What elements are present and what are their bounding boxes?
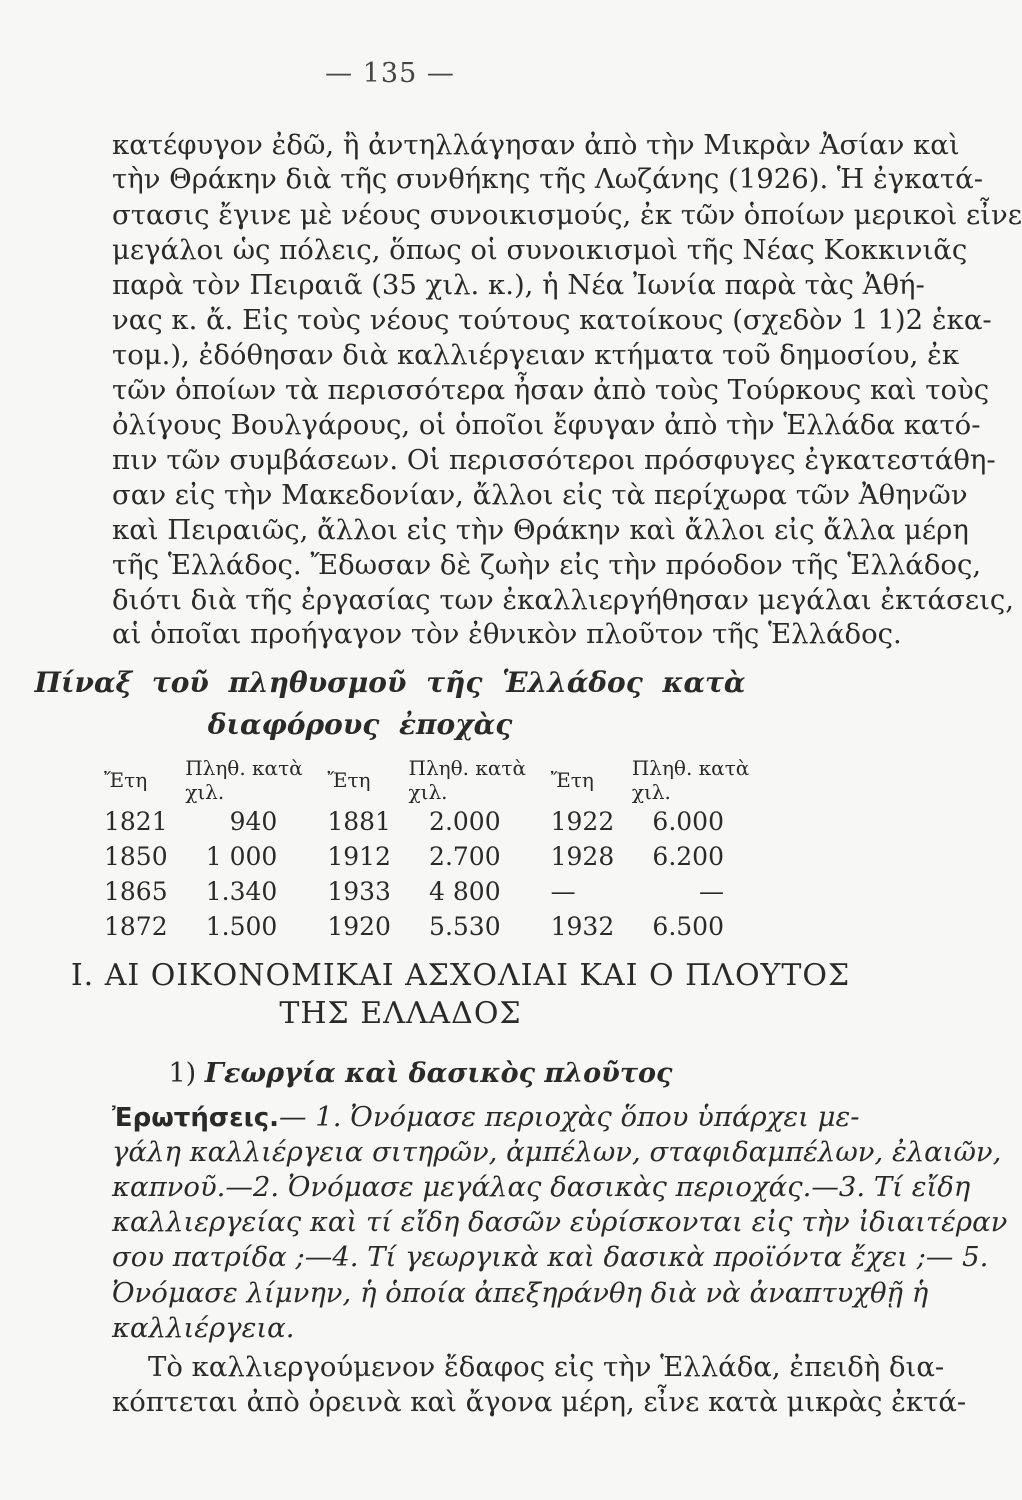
text-line: τῆς Ἑλλάδος. Ἔδωσαν δὲ ζωὴν εἰς τὴν πρόοδον τῆς Ἑλλάδος, — [112, 549, 982, 581]
section-heading-line2: ΤΗΣ ΕΛΛΑΔΟΣ — [279, 996, 522, 1031]
question-line: Ὀνόμασε λίμνην, ἡ ὁποία ἀπεξηράνθη διὰ νὰ ἀναπτυχθῇ ἡ — [112, 1277, 929, 1309]
text-line: Τὸ καλλιεργούμενον ἔδαφος εἰς τὴν Ἑλλάδα, ἐπειδὴ δια- — [148, 1351, 945, 1383]
question-text: — 1. Ὀνόμασε περιοχὰς ὅπου ὑπάρχει με- — [279, 1101, 860, 1133]
text-line: μεγάλοι ὡς πόλεις, ὅπως οἱ συνοικισμοὶ τῆς Νέας Κοκκινιᾶς — [112, 234, 968, 266]
text-line: κατέφυγον ἐδῶ, ἢ ἀντηλλάγησαν ἀπὸ τὴν Μικρὰν Ἀσίαν καὶ — [112, 129, 960, 161]
table-cell: 2.700 — [429, 842, 501, 871]
question-line: καπνοῦ.—2. Ὀνόμασε μεγάλας δασικὰς περιοχάς.—3. Τί εἴδη — [112, 1171, 971, 1203]
table-cell: 2.000 — [429, 807, 501, 836]
table-cell: — — [699, 877, 724, 906]
table-cell: 1920 — [327, 912, 391, 941]
table-cell: 1821 — [104, 807, 168, 836]
table-header-row — [104, 756, 774, 804]
text-line: διότι διὰ τῆς ἐργασίας των ἐκαλλιεργήθησαν μεγάλαι ἐκτάσεις, — [112, 584, 1015, 616]
table-cell: 1932 — [550, 912, 615, 941]
table-cell: 1922 — [550, 807, 615, 836]
column-header: Ἔτη — [104, 768, 148, 792]
table-cell: — — [550, 877, 576, 906]
section-heading: Ι. ΑΙ ΟΙΚΟΝΟΜΙΚΑΙ ΑΣΧΟΛΙΑΙ ΚΑΙ Ο ΠΛΟΥΤΟΣ — [70, 958, 851, 993]
text-line: ὀλίγους Βουλγάρους, οἱ ὁποῖοι ἔφυγαν ἀπὸ τὴν Ἑλλάδα κατό- — [112, 409, 981, 441]
page-number: — 135 — — [325, 58, 455, 89]
subsection-name: Γεωργία καὶ δασικὸς πλοῦτος — [204, 1058, 673, 1089]
table-cell: 1928 — [550, 842, 615, 871]
subsection-number: 1) — [168, 1058, 197, 1089]
text-line: τομ.), ἐδόθησαν διὰ καλλιέργειαν κτήματα τοῦ δημοσίου, ἐκ — [112, 339, 960, 371]
question-line: σου πατρίδα ;—4. Τί γεωργικὰ καὶ δασικὰ προϊόντα ἔχει ;— 5. — [112, 1241, 989, 1273]
table-cell: 6.500 — [652, 912, 724, 941]
column-header: Πληθ. κατὰ χιλ. — [185, 756, 303, 804]
question-line: γάλη καλλιέργεια σιτηρῶν, ἀμπέλων, σταφιδαμπέλων, ἐλαιῶν, — [112, 1136, 1002, 1168]
text-line: στασις ἔγινε μὲ νέους συνοικισμούς, ἐκ τῶν ὁποίων μερικοὶ εἶνε — [112, 199, 1022, 231]
table-row — [104, 909, 774, 944]
subsection-title — [0, 1058, 881, 1089]
text-line: καὶ Πειραιῶς, ἄλλοι εἰς τὴν Θράκην καὶ ἄλλοι εἰς ἄλλα μέρη — [112, 514, 969, 546]
table-cell: 6.200 — [652, 842, 724, 871]
table-cell: 1.500 — [205, 912, 278, 941]
table-cell: 1.340 — [205, 877, 278, 906]
table-cell: 1912 — [327, 842, 391, 871]
table-cell: 1881 — [327, 807, 391, 836]
text-line: πιν τῶν συμβάσεων. Οἱ περισσότεροι πρόσφυγες ἐγκατεστάθη- — [112, 444, 996, 476]
text-line: αἱ ὁποῖαι προήγαγον τὸν ἐθνικὸν πλοῦτον τῆς Ἑλλάδος. — [112, 618, 902, 650]
table-row — [104, 839, 774, 874]
column-header: Πληθ. κατὰ χιλ. — [631, 756, 750, 804]
question-line: καλλιεργείας καὶ τί εἴδη δασῶν εὑρίσκονται εἰς τὴν ἰδιαιτέραν — [112, 1206, 1008, 1238]
question-line: καλλιέργεια. — [112, 1312, 295, 1344]
table-cell: 1933 — [327, 877, 391, 906]
table-cell: 5.530 — [429, 912, 501, 941]
text-line: τὴν Θράκην διὰ τῆς συνθήκης τῆς Λωζάνης (1926). Ἡ ἐγκατά- — [112, 163, 983, 195]
text-line: κόπτεται ἀπὸ ὀρεινὰ καὶ ἄγονα μέρη, εἶνε κατὰ μικρὰς ἐκτά- — [112, 1386, 967, 1418]
column-header: Ἔτη — [327, 768, 371, 792]
table-cell: 1865 — [104, 877, 168, 906]
column-header: Πληθ. κατὰ χιλ. — [408, 756, 526, 804]
table-cell: 1872 — [104, 912, 168, 941]
table-cell: 4 800 — [429, 877, 501, 906]
table-cell: 6.000 — [652, 807, 724, 836]
table-cell: 940 — [229, 807, 278, 836]
table-row — [104, 874, 774, 909]
text-line: σαν εἰς τὴν Μακεδονίαν, ἄλλοι εἰς τὰ περίχωρα τῶν Ἀθηνῶν — [112, 479, 968, 511]
text-line: νας κ. ἄ. Εἰς τοὺς νέους τούτους κατοίκους (σχεδὸν 1 1)2 ἑκα- — [112, 304, 992, 336]
text-line: τῶν ὁποίων τὰ περισσότερα ἦσαν ἀπὸ τοὺς Τούρκους καὶ τοὺς — [112, 374, 990, 406]
questions-label: Ἐρωτήσεις. — [112, 1103, 280, 1133]
population-table — [104, 756, 774, 944]
text-line: παρὰ τὸν Πειραιᾶ (35 χιλ. κ.), ἡ Νέα Ἰωνία παρὰ τὰς Ἀθή- — [112, 269, 925, 301]
table-cell: 1850 — [104, 842, 168, 871]
table-cell: 1 000 — [205, 842, 278, 871]
column-header: Ἔτη — [550, 768, 594, 792]
table-caption: Πίναξ τοῦ πληθυσμοῦ τῆς Ἑλλάδος κατὰ — [34, 666, 746, 699]
questions-first-line — [112, 1100, 860, 1135]
table-row — [104, 804, 774, 839]
table-caption-line2: διαφόρους ἐποχὰς — [207, 708, 513, 741]
